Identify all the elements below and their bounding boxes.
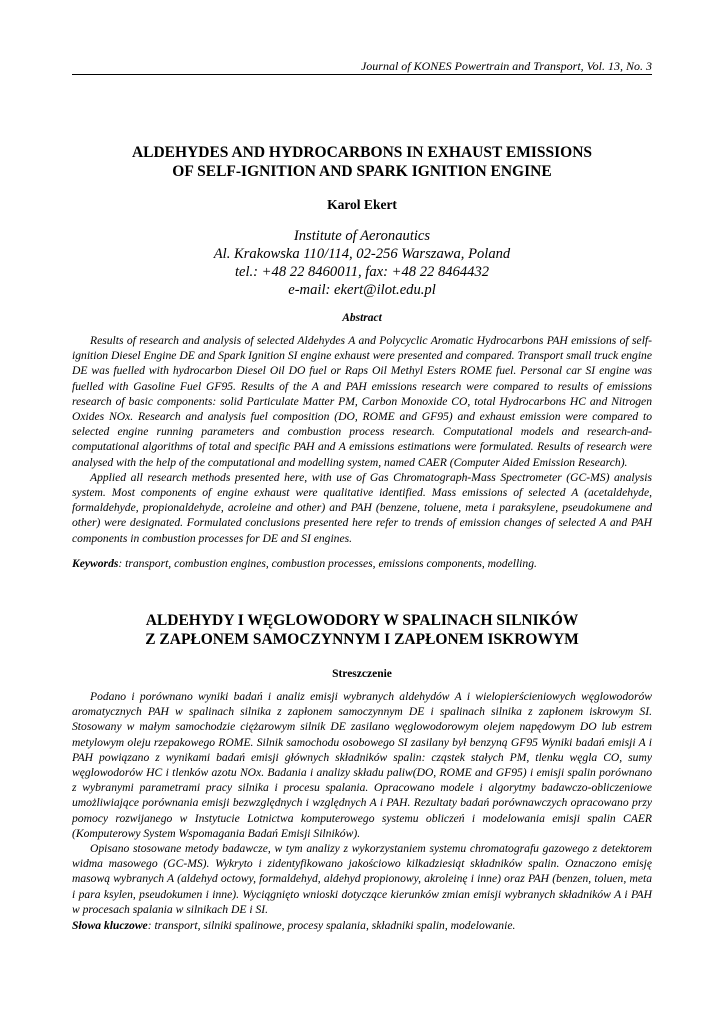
polish-title — [72, 611, 652, 649]
abstract-paragraph-2: Applied all research methods presented here, with use of Gas Chromatograph-Mass Spectrometer (GC-MS) analysis system. Most components of engine exhaust were qualitative identified. Mass emissions of selected A (acetaldehyde, formaldehyde, propionaldehyde, acroleine and other) and PAH (benzene, toluene, meta i paraksylene, pseudokumene and other) were designated. Formulated conclusions presented here refer to trends of emission changes of selected A and PAH components in combustion processes for DE and SI engines. — [72, 470, 652, 545]
polish-keywords-label: Słowa kluczowe — [72, 919, 148, 932]
polish-title-line-1: ALDEHYDY I WĘGLOWODORY W SPALINACH SILNIKÓW — [145, 612, 579, 629]
english-title-line-2: OF SELF-IGNITION AND SPARK IGNITION ENGINE — [172, 163, 552, 180]
polish-keywords — [72, 918, 652, 933]
streszczenie-paragraph-1: Podano i porównano wyniki badań i analiz emisji wybranych aldehydów A i wielopierścieniowych węglowodorów aromatycznych PAH w spalinach silnika z zapłonem samoczynnym DE i spalinach silnika z zapłonem iskrowym SI. Stosowany w małym samochodzie ciężarowym silnik DE zasilano węglowodorowym olejem napędowym DO lub estrem metylowym oleju rzepakowego ROME. Silnik samochodu osobowego SI zasilany był benzyną GF95 Wyniki badań emisji A i PAH powiązano z wynikami badań emisji głównych składników spalin: cząstek stałych PM, tlenku węgla CO, sumy węglowodorów HC i tlenków azotu NOx. Badania i analizy składu paliw(DO, ROME and GF95) i emisji spalin porównano z wybranymi parametrami pracy silnika i procesu spalania. Opracowano modele i algorytmy badawczo-obliczeniowe umożliwiające porównania emisji bezwzględnych i względnych A i PAH. Rezultaty badań porównawczych opracowano przy pomocy rozwijanego w Instytucie Lotnictwa komputerowego systemu obliczeń i modelowania emisji spalin CAER (Komputerowy System Wspomagania Badań Emisji Silników). — [72, 690, 652, 840]
streszczenie-body — [72, 689, 652, 917]
paper-page — [72, 0, 652, 1024]
english-title — [72, 143, 652, 181]
abstract-heading: Abstract — [342, 312, 382, 324]
english-keywords-label: Keywords — [72, 557, 119, 570]
english-keywords-text: : transport, combustion engines, combustion processes, emissions components, modelling. — [118, 557, 537, 570]
english-keywords — [72, 556, 652, 571]
author-name: Karol Ekert — [327, 197, 397, 212]
streszczenie-heading: Streszczenie — [332, 668, 392, 680]
abstract-body — [72, 333, 652, 546]
running-header: Journal of KONES Powertrain and Transport, Vol. 13, No. 3 — [360, 59, 652, 73]
affiliation-address: Al. Krakowska 110/114, 02-256 Warszawa, Poland — [213, 246, 511, 262]
polish-title-line-2: Z ZAPŁONEM SAMOCZYNNYM I ZAPŁONEM ISKROWYM — [145, 631, 579, 648]
header-rule — [72, 74, 652, 75]
abstract-paragraph-1: Results of research and analysis of selected Aldehydes A and Polycyclic Aromatic Hydrocarbons PAH emissions of self-ignition Diesel Engine DE and Spark Ignition SI engine exhaust were presented and compared. Transport small truck engine DE was fuelled with hydrocarbon Diesel Oil DO fuel or Raps Oil Methyl Esters ROME fuel. Personal car SI engine was fuelled with Gasoline Fuel GF95. Results of the A and PAH emissions research were compared to results of emissions research of basic components: solid Particulate Matter PM, Carbon Monoxide CO, total Hydrocarbons HC and Nitrogen Oxides NOx. Research and analysis fuel composition (DO, ROME and GF95) and exhaust emission were compared to selected engine running parameters and combustion process research. Computational models and research-and-computational algorithms of total and specific PAH and A emissions estimations were formulated. Results of research were analysed with the help of the computational and modelling system, named CAER (Computer Aided Emission Research). — [72, 334, 652, 469]
author-affiliation — [72, 227, 652, 299]
polish-keywords-text: : transport, silniki spalinowe, procesy spalania, składniki spalin, modelowanie. — [147, 919, 516, 932]
streszczenie-paragraph-2: Opisano stosowane metody badawcze, w tym analizy z wykorzystaniem systemu chromatografu gazowego z detektorem widma masowego (GC-MS). Wykryto i zidentyfikowano jakościowo kilkadziesiąt składników spalin. Oznaczono emisję masową wybranych A (aldehyd octowy, formaldehyd, aldehyd propionowy, akroleinę i inne) oraz PAH (benzen, toluen, meta i para ksylen, pseudokumen i inne). Wyciągnięto wnioski dotyczące kierunków zmian emisji wybranych składników A i PAH w procesach spalania w silnikach DE i SI. — [72, 842, 652, 916]
affiliation-institute: Institute of Aeronautics — [293, 228, 431, 244]
affiliation-phone: tel.: +48 22 8460011, fax: +48 22 8464432 — [234, 264, 490, 280]
affiliation-email: e-mail: ekert@ilot.edu.pl — [288, 282, 436, 298]
english-title-line-1: ALDEHYDES AND HYDROCARBONS IN EXHAUST EMISSIONS — [131, 144, 593, 161]
